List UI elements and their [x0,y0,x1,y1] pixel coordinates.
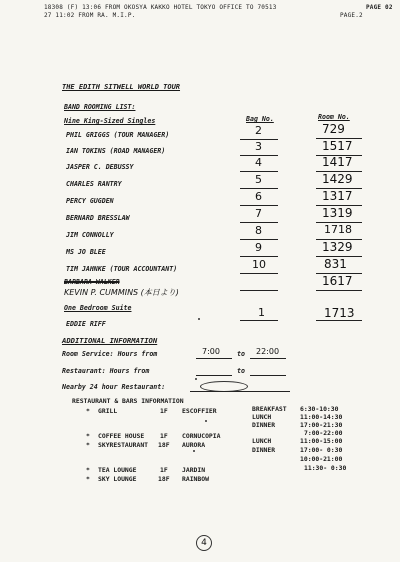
restaurant-label: Restaurant: Hours from [62,367,150,375]
room-row-bag: 8 [255,224,262,237]
room-row-bag: 4 [255,156,262,169]
outlet-floor: 1F [160,407,168,415]
outlet-bullet: * [86,475,90,483]
meal-hours: 6:30-10:30 [300,405,339,413]
outlet-name: SKY LOUNGE [98,475,137,483]
room-row-name: IAN TOKINS (ROAD MANAGER) [66,147,166,155]
suite-heading: One Bedroom Suite [64,304,132,312]
meal-label: DINNER [252,446,276,454]
outlet-venue: RAINBOW [182,475,209,483]
struck-name: BARBARA WALKER [64,278,120,286]
additional-info-title: ADDITIONAL INFORMATION [62,336,158,345]
fax-page-small: PAGE.2 [340,12,363,19]
handwritten-replacement: KEVIN P. CUMMINS (本日より) [64,288,179,297]
scan-speck [193,450,195,452]
fax-header-line1: 18308 (F) 13:06 FROM OKOSYA KAKKO HOTEL TOKYO OFFICE TO 70513 [44,4,277,11]
bars-info-heading: RESTAURANT & BARS INFORMATION [72,397,184,405]
room-row-room: 1517 [322,139,353,153]
room-row-name: JIM CONNOLLY [66,231,114,239]
scan-speck [198,318,200,320]
struck-room: 1617 [322,274,353,288]
outlet-floor: 18F [158,475,170,483]
room-row-room: 1317 [322,189,353,203]
meal-hours: 7:00-22:00 [304,429,343,437]
room-service-label: Room Service: Hours from [62,350,158,358]
room-row-name: TIM JAHNKE (TOUR ACCOUNTANT) [66,265,178,273]
room-row-room: 1319 [322,206,353,220]
restaurant-to-label: to [237,367,245,375]
fax-page-label: PAGE 02 [366,4,393,11]
room-row-room: 831 [324,257,347,271]
meal-label: DINNER [252,421,276,429]
nearby-restaurant-label: Nearby 24 hour Restaurant: [62,383,166,391]
room-row-room: 1429 [322,172,353,186]
room-row-bag: 10 [252,258,266,271]
outlet-venue: CORNUCOPIA [182,432,221,440]
room-service-from: 7:00 [202,347,220,356]
room-row-room: 729 [322,122,345,136]
room-row-bag: 2 [255,124,262,137]
outlet-name: TEA LOUNGE [98,466,137,474]
meal-hours: 10:00-21:00 [300,455,343,463]
outlet-venue: AURORA [182,441,206,449]
room-row-name: MS JO BLEE [66,248,106,256]
room-row-bag: 5 [255,173,262,186]
outlet-bullet: * [86,407,90,415]
room-row-name: JASPER C. DEBUSSY [66,163,134,171]
outlet-floor: 1F [160,466,168,474]
room-service-to: 22:00 [256,347,280,356]
outlet-name: COFFEE HOUSE [98,432,145,440]
room-row-bag: 6 [255,190,262,203]
room-row-room: 1329 [322,240,353,254]
outlet-bullet: * [86,466,90,474]
meal-label: LUNCH [252,413,272,421]
outlet-bullet: * [86,432,90,440]
fax-header-line2: 27 11:02 FROM RA. M.I.P. [44,12,136,19]
meal-hours: 11:30- 0:30 [304,464,347,472]
band-rooming-heading: BAND ROOMING LIST: [64,103,136,111]
scan-speck [205,420,207,422]
room-row-room: 1718 [324,223,352,236]
room-row-name: BERNARD BRESSLAW [66,214,130,222]
suite-room: 1713 [324,306,355,320]
meal-hours: 11:00-14:30 [300,413,343,421]
suite-name: EDDIE RIFF [66,320,106,328]
room-row-bag: 7 [255,207,262,220]
suite-bag: 1 [258,306,265,319]
outlet-name: GRILL [98,407,118,415]
meal-label: LUNCH [252,437,272,445]
meal-label: BREAKFAST [252,405,287,413]
outlet-venue: ESCOFFIER [182,407,217,415]
meal-hours: 17:00- 0:30 [300,446,343,454]
outlet-name: SKYRESTAURANT [98,441,149,449]
singles-heading: Nine King-Sized Singles [64,117,156,125]
outlet-venue: JARDIN [182,466,206,474]
room-row-bag: 9 [255,241,262,254]
page-number: 4 [196,535,212,551]
room-row-name: CHARLES RANTRY [66,180,122,188]
room-row-name: PHIL GRIGGS (TOUR MANAGER) [66,131,170,139]
room-row-room: 1417 [322,155,353,169]
room-service-to-label: to [237,350,245,358]
meal-hours: 17:00-21:30 [300,421,343,429]
room-row-name: PERCY GUGDEN [66,197,114,205]
room-column-header: Room No. [318,113,350,121]
room-row-bag: 3 [255,140,262,153]
bag-column-header: Bag No. [246,115,274,123]
document-title: THE EDITH SITWELL WORLD TOUR [62,83,181,91]
outlet-bullet: * [86,441,90,449]
meal-hours: 11:00-15:00 [300,437,343,445]
outlet-floor: 18F [158,441,170,449]
outlet-floor: 1F [160,432,168,440]
scan-speck [195,378,197,380]
